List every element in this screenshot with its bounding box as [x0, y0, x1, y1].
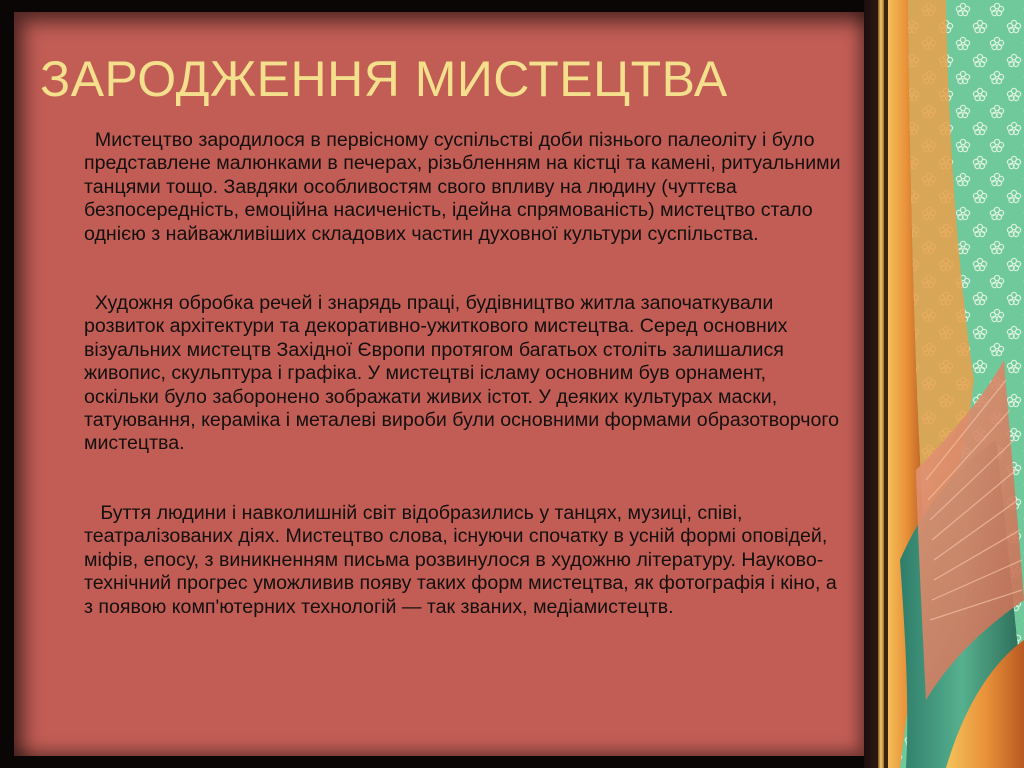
slide-body: [84, 129, 844, 619]
paragraph-2: [84, 292, 844, 456]
paragraph-3: [84, 502, 844, 619]
paragraph-1-text: Мистецтво зародилося в первісному суспільстві доби пізнього палеоліту і було представлене малюнками в печерах, різьбленням на кістці та камені, ритуальними танцями тощо. Завдяки особливостям свого впливу на людину (чуттєва безпосередність, емоційна насиченість, ідейна спрямованість) мистецтво стало однією з найважливіших складових частин духовної культури суспільства.: [84, 129, 841, 245]
dark-stripe: [884, 0, 888, 768]
paragraph-3-text: Буття людини і навколишній світ відобразились у танцях, музиці, співі, театралізованих діях. Мистецтво слова, існуючи спочатку в усній формі оповідей, міфів, епосу, з виникненням письма розвинулося в художню літературу. Науково-технічний прогрес уможливив появу таких форм мистецтва, як фотографія і кіно, а з появою комп'ютерних технологій — так званих, медіамистецтв.: [84, 501, 837, 618]
paragraph-1: [84, 129, 844, 246]
slide-title: ЗАРОДЖЕННЯ МИСТЕЦТВА: [40, 51, 728, 107]
paragraph-2-text: Художня обробка речей і знарядь праці, будівництво житла започаткували розвиток архітектури та декоративно-ужиткового мистецтва. Серед основних візуальних мистецтв Західної Європи протягом багатьох століть залишалися живопис, скульптура і графіка. У мистецтві ісламу основним був орнамент, оскільки було заборонено зображати живих істот. У деяких культурах маски, татуювання, кераміка і металеві вироби були основними формами образотворчого мистецтва.: [84, 292, 839, 455]
decorative-curtain-image: [886, 0, 1024, 768]
